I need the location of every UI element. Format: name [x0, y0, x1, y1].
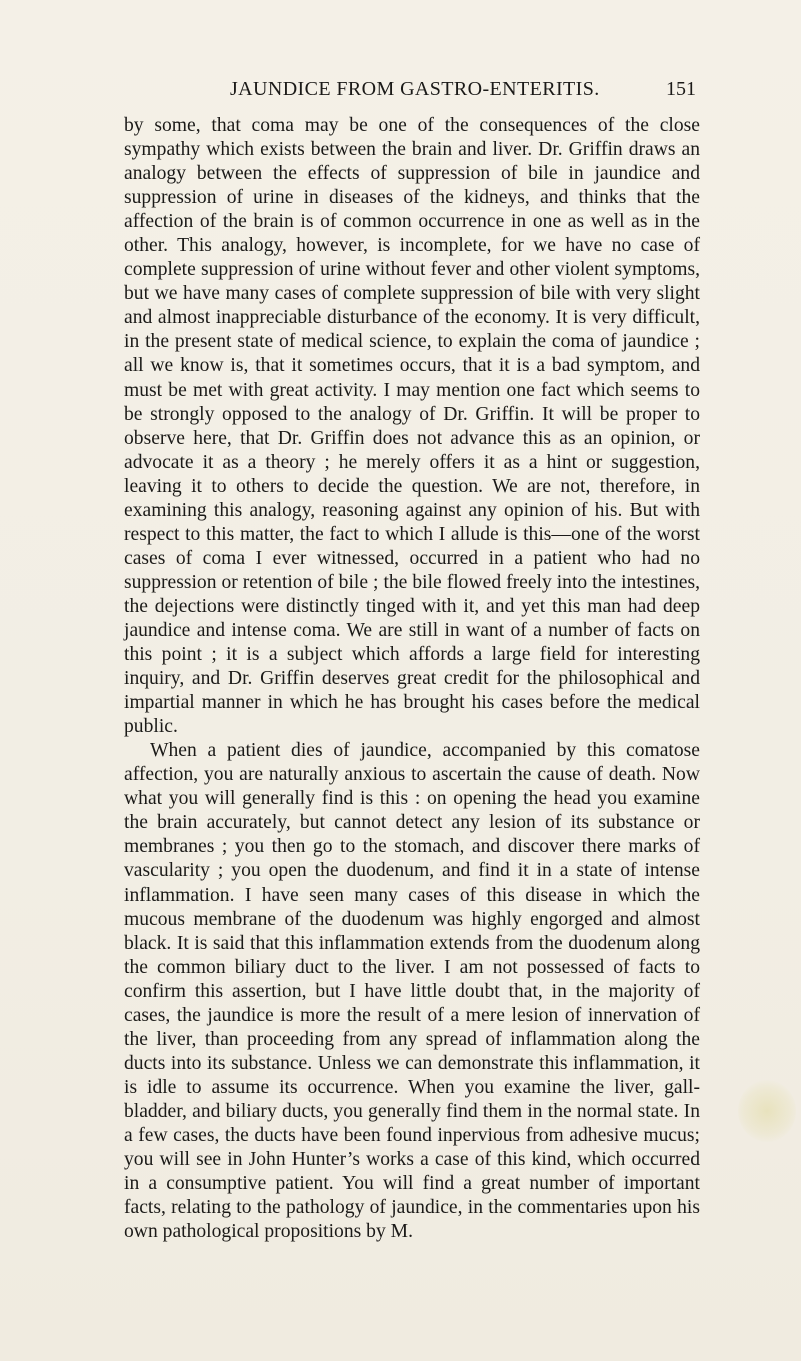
paragraph: by some, that coma may be one of the consequences of the close sympathy which exists between the brain and liver. Dr. Griffin draws an analogy between the effects of suppression of bile in jaundice and suppression of urine in diseases of the kidneys, and thinks that the affection of the brain is of common occurrence in one as well as in the other. This analogy, however, is incomplete, for we have no case of complete suppression of urine without fever and other violent symptoms, but we have many cases of complete suppression of bile with very slight and almost inappreciable disturbance of the economy. It is very difficult, in the present state of medical science, to explain the coma of jaundice ; all we know is, that it sometimes occurs, that it is a bad symptom, and must be met with great activity. I may mention one fact which seems to be strongly opposed to the analogy of Dr. Griffin. It will be proper to observe here, that Dr. Griffin does not advance this as an opinion, or advocate it as a theory ; he merely offers it as a hint or suggestion, leaving it to others to decide the question. We are not, therefore, in examining this analogy, reasoning against any opinion of his. But with respect to this matter, the fact to which I allude is this—one of the worst cases of coma I ever witnessed, occurred in a patient who had no suppression or retention of bile ; the bile flowed freely into the intestines, the dejections were distinctly tinged with it, and yet this man had deep jaundice and intense coma. We are still in want of a number of facts on this point ; it is a subject which affords a large field for interesting inquiry, and Dr. Griffin deserves great credit for the philosophical and impartial manner in which he has brought his cases before the medical public.: [124, 115, 700, 738]
paper-stain: [738, 1080, 796, 1142]
page-number: 151: [666, 78, 696, 100]
running-head: [124, 78, 696, 104]
body-text: [124, 114, 700, 1244]
paragraph: When a patient dies of jaundice, accompanied by this comatose affection, you are naturally anxious to ascertain the cause of death. Now what you will generally find is this : on opening the head you examine the brain accurately, but cannot detect any lesion of its substance or membranes ; you then go to the stomach, and discover there marks of vascularity ; you open the duodenum, and find it in a state of intense inflammation. I have seen many cases of this disease in which the mucous membrane of the duodenum was highly engorged and almost black. It is said that this inflammation extends from the duodenum along the common biliary duct to the liver. I am not possessed of facts to confirm this assertion, but I have little doubt that, in the majority of cases, the jaundice is more the result of a mere lesion of innervation of the liver, than proceeding from any spread of inflammation along the ducts into its substance. Unless we can demonstrate this inflammation, it is idle to assume its occurrence. When you examine the liver, gall-bladder, and biliary ducts, you generally find them in the normal state. In a few cases, the ducts have been found inpervious from adhesive mucus; you will see in John Hunter’s works a case of this kind, which occurred in a consumptive patient. You will find a great number of important facts, relating to the pathology of jaundice, in the commentaries upon his own pathological propositions by M.: [124, 740, 700, 1243]
running-title: JAUNDICE FROM GASTRO-ENTERITIS.: [230, 78, 600, 100]
